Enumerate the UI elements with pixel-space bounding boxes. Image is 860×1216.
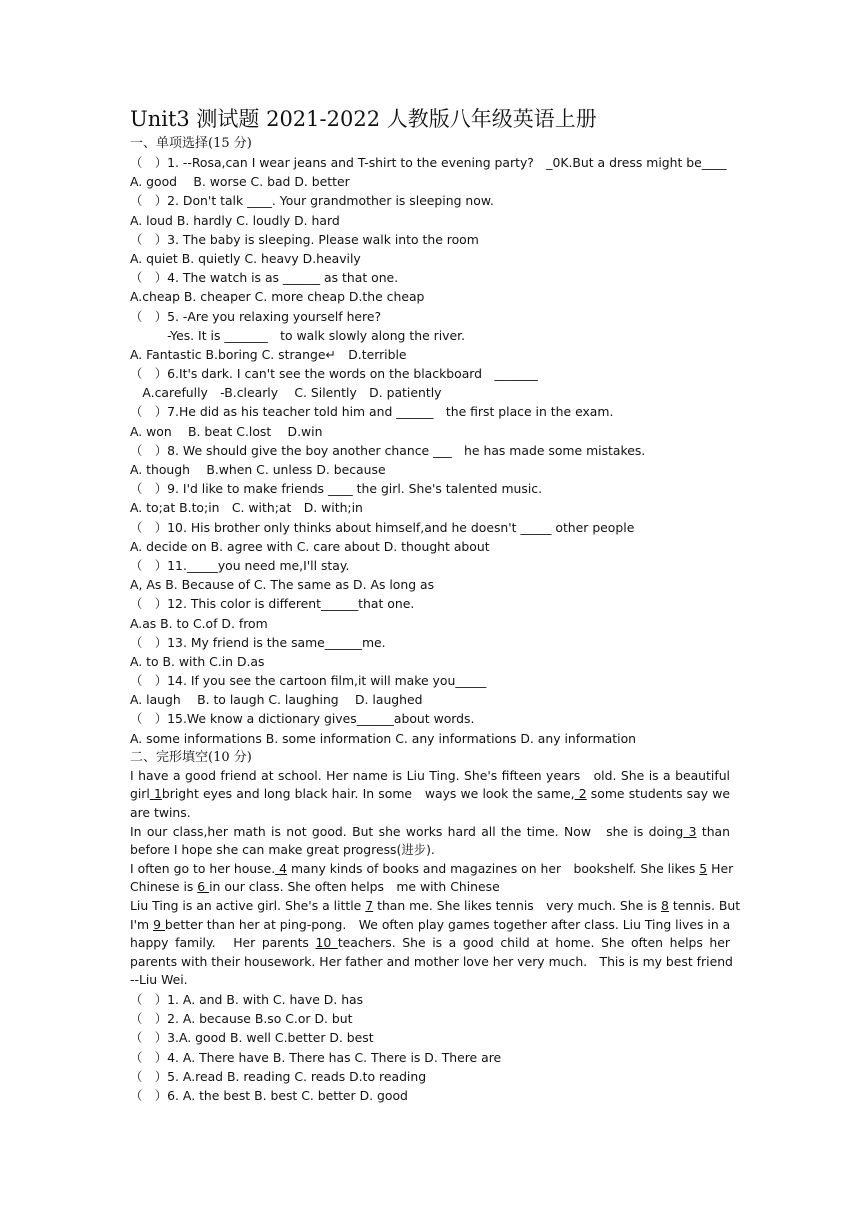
passage-text: Chinese is bbox=[130, 879, 198, 895]
question-line: A. good B. worse C. bad D. better bbox=[130, 174, 350, 190]
passage-line bbox=[130, 860, 734, 879]
cloze-blank: 7 bbox=[365, 897, 374, 913]
cloze-question-line: （ ）3.A. good B. well C.better D. best bbox=[130, 1030, 374, 1046]
passage-text: many kinds of books and magazines on her bookshelf. She likes bbox=[287, 860, 700, 876]
passage-text: in our class. She often helps me with Chinese bbox=[209, 879, 500, 895]
passage-text: girl bbox=[130, 786, 150, 802]
question-line: A. though B.when C. unless D. because bbox=[130, 462, 386, 477]
question-line: （ ）12. This color is different______that one. bbox=[130, 596, 415, 612]
cloze-blank: 5 bbox=[699, 860, 708, 876]
passage-text: Her bbox=[707, 860, 734, 876]
question-line: A. laugh B. to laugh C. laughing D. laughed bbox=[130, 692, 423, 708]
passage-line bbox=[130, 841, 730, 860]
passage-line bbox=[130, 767, 730, 786]
question-line: （ ）8. We should give the boy another chance ___ he has made some mistakes. bbox=[130, 442, 646, 458]
cloze-blank: 4 bbox=[275, 860, 287, 876]
question-line: （ ）6.It's dark. I can't see the words on the blackboard _______ bbox=[130, 366, 538, 382]
passage-text: parents with their housework. Her father and mother love her very much. This is my best friend bbox=[130, 953, 733, 969]
passage-text: are twins. bbox=[130, 805, 191, 820]
question-line: A. Fantastic B.boring C. strange↵ D.terrible bbox=[130, 346, 407, 362]
question-line: （ ）5. -Are you relaxing yourself here? bbox=[130, 308, 382, 324]
question-line: A. won B. beat C.lost D.win bbox=[130, 423, 323, 439]
question-line: （ ）1. --Rosa,can I wear jeans and T-shirt to the evening party? _0K.But a dress might be____ bbox=[130, 155, 727, 170]
passage-text: In our class,her math is not good. But she works hard all the time. Now she is doing bbox=[130, 823, 684, 839]
question-line: A. to B. with C.in D.as bbox=[130, 653, 265, 669]
multiple-choice-questions bbox=[130, 153, 730, 748]
worksheet-page bbox=[130, 104, 741, 1105]
passage-text: better than her at ping-pong. We often play games together after class. Liu Ting lives in a bbox=[164, 916, 731, 932]
question-line: A.carefully -B.clearly C. Silently D. patiently bbox=[130, 385, 442, 401]
cloze-blank: 6 bbox=[197, 879, 210, 895]
passage-line bbox=[130, 916, 730, 935]
question-line: （ ）4. The watch is as ______ as that one. bbox=[130, 270, 399, 286]
section-heading-multiple-choice: 一、单项选择(15 分) bbox=[130, 136, 252, 151]
passage-line bbox=[130, 823, 730, 842]
question-line: （ ）10. His brother only thinks about himself,and he doesn't _____ other people bbox=[130, 519, 635, 535]
question-line: A. some informations B. some information C. any informations D. any information bbox=[130, 730, 637, 746]
passage-text: I have a good friend at school. Her name is Liu Ting. She's fifteen years old. She is a beautiful bbox=[130, 767, 730, 783]
question-line: A, As B. Because of C. The same as D. As long as bbox=[130, 577, 435, 593]
cloze-blank: 3 bbox=[683, 823, 697, 839]
passage-line bbox=[130, 934, 730, 953]
cloze-question-line: （ ）1. A. and B. with C. have D. has bbox=[130, 991, 364, 1007]
question-line: （ ）9. I'd like to make friends ____ the girl. She's talented music. bbox=[130, 481, 543, 497]
cloze-question-line: （ ）2. A. because B.so C.or D. but bbox=[130, 1011, 353, 1027]
cloze-blank: 9 bbox=[153, 916, 165, 932]
passage-text: some students say we bbox=[586, 786, 730, 802]
passage-text: than bbox=[696, 823, 730, 839]
worksheet-title: Unit3 测试题 2021-2022 人教版八年级英语上册 bbox=[130, 107, 597, 131]
passage-line bbox=[130, 785, 730, 804]
question-line: A. quiet B. quietly C. heavy D.heavily bbox=[130, 250, 361, 266]
cloze-question-line: （ ）4. A. There have B. There has C. There is D. There are bbox=[130, 1049, 502, 1065]
question-line: A. to;at B.to;in C. with;at D. with;in bbox=[130, 500, 363, 516]
question-line: （ ）11._____you need me,I'll stay. bbox=[130, 557, 350, 573]
question-line: （ ）13. My friend is the same______me. bbox=[130, 634, 386, 650]
question-line: A.as B. to C.of D. from bbox=[130, 615, 268, 631]
question-line: A.cheap B. cheaper C. more cheap D.the cheap bbox=[130, 289, 425, 305]
passage-line bbox=[130, 953, 733, 972]
question-line: （ ）7.He did as his teacher told him and ______ the first place in the exam. bbox=[130, 404, 614, 420]
cloze-passage bbox=[130, 767, 741, 990]
cloze-question-line: （ ）6. A. the best B. best C. better D. good bbox=[130, 1087, 408, 1103]
passage-line bbox=[130, 897, 741, 916]
question-line: A. decide on B. agree with C. care about D. thought about bbox=[130, 538, 490, 554]
cloze-blank: 1 bbox=[149, 786, 162, 802]
cloze-blank: 10 bbox=[315, 935, 338, 951]
passage-line bbox=[130, 804, 730, 823]
passage-text: bright eyes and long black hair. In some ways we look the same, bbox=[161, 786, 575, 802]
passage-text: tennis. But bbox=[668, 897, 741, 913]
cloze-questions bbox=[130, 990, 730, 1105]
passage-text: --Liu Wei. bbox=[130, 972, 188, 988]
cloze-question-line: （ ）5. A.read B. reading C. reads D.to reading bbox=[130, 1068, 427, 1084]
question-line: -Yes. It is _______ to walk slowly along the river. bbox=[130, 327, 466, 343]
passage-line bbox=[130, 878, 730, 897]
cloze-blank: 8 bbox=[661, 897, 669, 913]
passage-text: than me. She likes tennis very much. She is bbox=[373, 897, 662, 913]
passage-line bbox=[130, 971, 730, 990]
question-line: A. loud B. hardly C. loudly D. hard bbox=[130, 212, 340, 228]
question-line: （ ）3. The baby is sleeping. Please walk into the room bbox=[130, 231, 479, 247]
passage-text: teachers. She is a good child at home. She often helps her bbox=[337, 935, 730, 951]
question-line: （ ）15.We know a dictionary gives______about words. bbox=[130, 711, 475, 727]
passage-text: happy family. Her parents bbox=[130, 935, 316, 951]
passage-text: I often go to her house. bbox=[130, 860, 276, 876]
question-line: （ ）14. If you see the cartoon film,it will make you_____ bbox=[130, 673, 487, 689]
passage-text: Liu Ting is an active girl. She's a little bbox=[130, 897, 366, 913]
passage-text: before I hope she can make great progress(进步). bbox=[130, 842, 435, 858]
passage-text: I'm bbox=[130, 916, 154, 932]
section-heading-cloze: 二、完形填空(10 分) bbox=[130, 749, 252, 765]
question-line: （ ）2. Don't talk ____. Your grandmother is sleeping now. bbox=[130, 193, 494, 209]
cloze-blank: 2 bbox=[574, 786, 587, 802]
